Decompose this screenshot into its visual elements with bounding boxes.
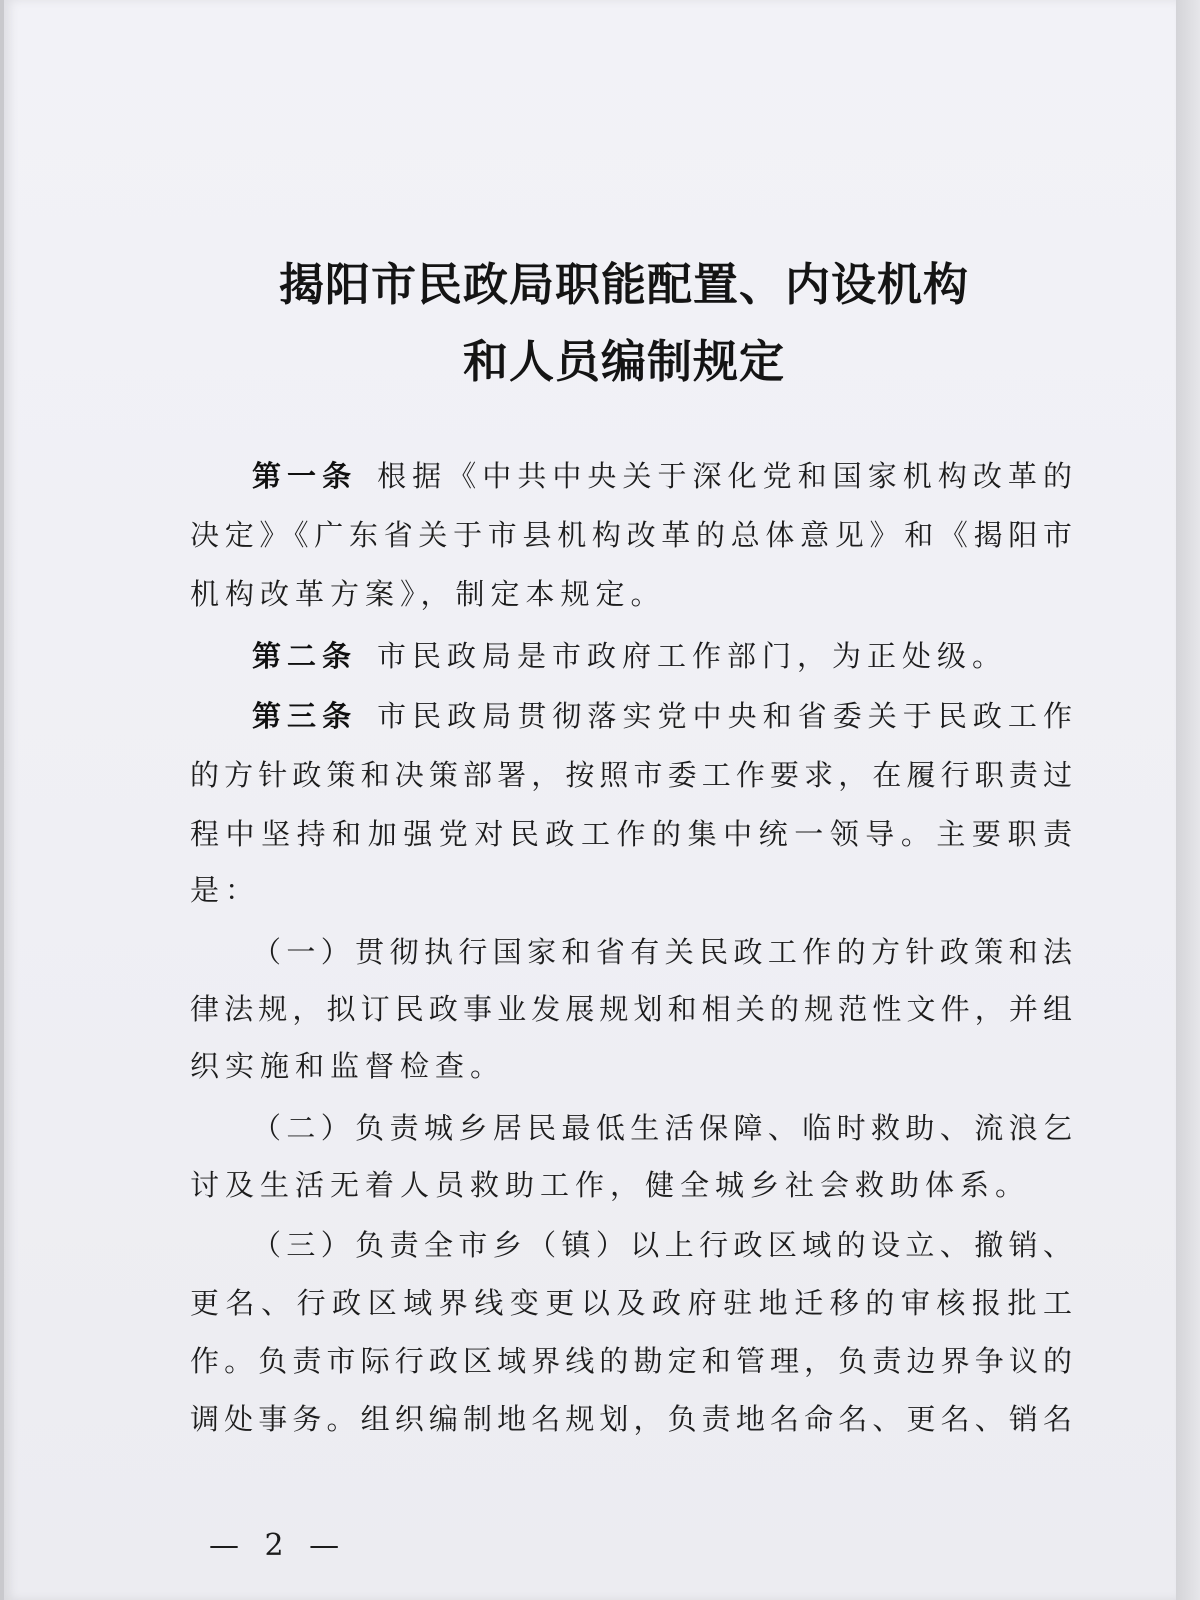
document-page [4, 0, 1176, 1600]
document-title-line-2: 和人员编制规定 [462, 335, 785, 388]
article-3-line-3: 程中坚持和加强党对民政工作的集中统一领导。主要职责 [190, 817, 1072, 851]
article-3-line-4: 是： [190, 873, 261, 907]
item-2-line-2: 讨及生活无着人员救助工作，健全城乡社会救助体系。 [190, 1168, 1031, 1202]
article-1-heading: 第一条 [252, 459, 358, 493]
item-2-line-1: （二）负责城乡居民最低生活保障、临时救助、流浪乞 [252, 1111, 1072, 1145]
item-3-line-1: （三）负责全市乡（镇）以上行政区域的设立、撤销、 [252, 1228, 1072, 1262]
article-1-line-1: 第一条 根据《中共中央关于深化党和国家机构改革的 [252, 459, 1072, 493]
article-2-heading: 第二条 [252, 639, 358, 673]
article-3-line-1: 第三条 市民政局贯彻落实党中央和省委关于民政工作 [252, 699, 1072, 733]
item-1-line-3: 织实施和监督检查。 [190, 1049, 506, 1083]
article-3-heading: 第三条 [252, 699, 358, 733]
item-1-line-1: （一）贯彻执行国家和省有关民政工作的方针政策和法 [252, 935, 1072, 969]
page-number: — 2 — [209, 1528, 348, 1563]
article-3-line-2: 的方针政策和决策部署，按照市委工作要求，在履行职责过 [190, 758, 1072, 792]
item-1-line-2: 律法规，拟订民政事业发展规划和相关的规范性文件，并组 [190, 992, 1072, 1026]
item-3-line-2: 更名、行政区域界线变更以及政府驻地迁移的审核报批工 [190, 1286, 1072, 1320]
document-title-line-1: 揭阳市民政局职能配置、内设机构 [278, 258, 969, 311]
article-1-line-2: 决定》《广东省关于市县机构改革的总体意见》和《揭阳市 [190, 518, 1072, 552]
item-3-line-3: 作。负责市际行政区域界线的勘定和管理，负责边界争议的 [190, 1344, 1072, 1378]
article-1-line-3: 机构改革方案》，制定本规定。 [190, 577, 666, 611]
article-2-line-1: 第二条 市民政局是市政府工作部门，为正处级。 [252, 639, 1008, 673]
paper-stack-edge [1176, 0, 1200, 1600]
item-3-line-4: 调处事务。组织编制地名规划，负责地名命名、更名、销名 [190, 1402, 1072, 1436]
